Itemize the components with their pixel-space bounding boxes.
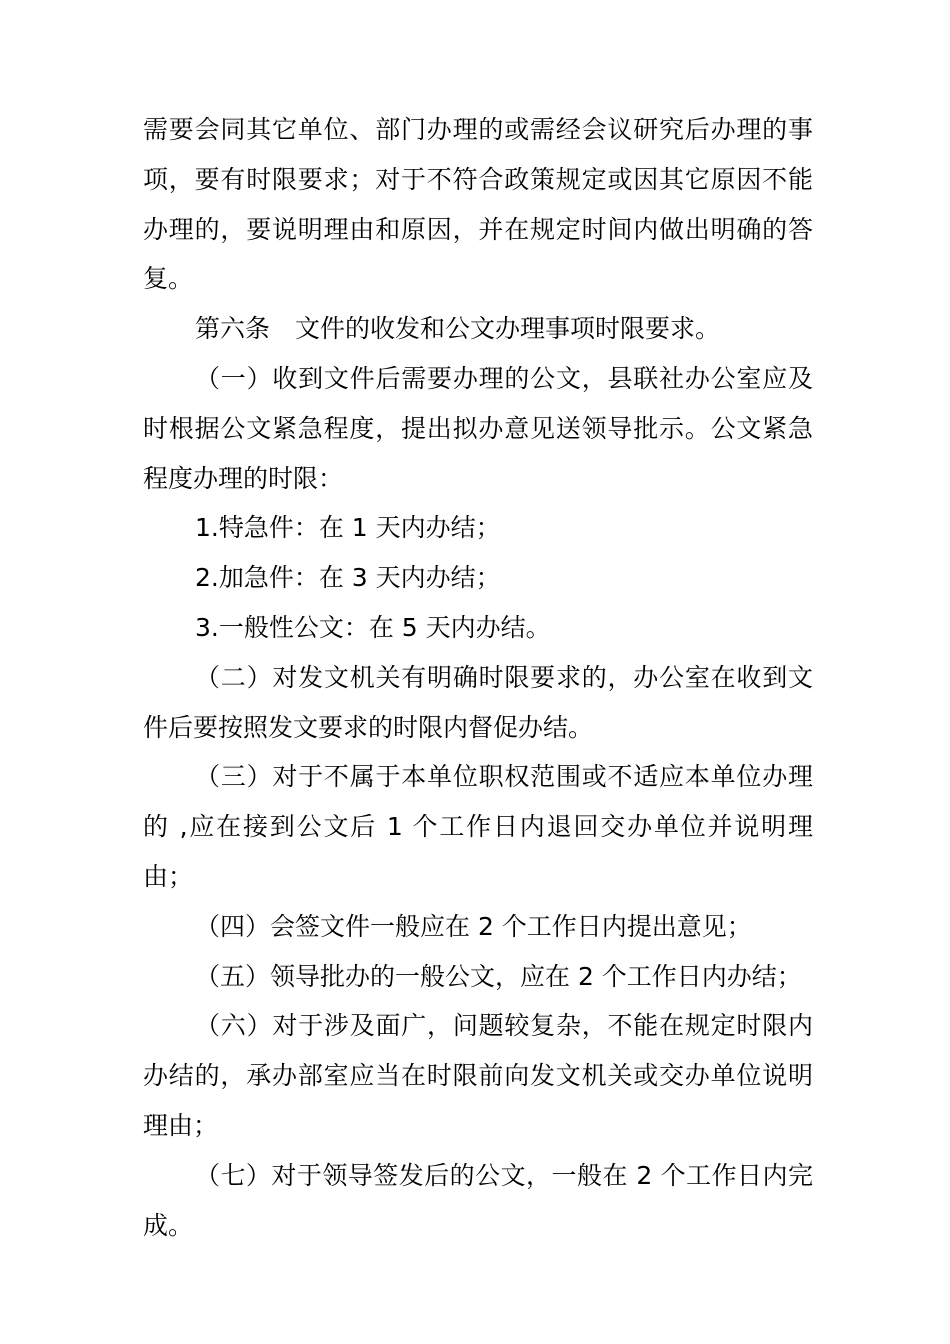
clause-6: （六）对于涉及面广，问题较复杂，不能在规定时限内办结的，承办部室应当在时限前向发文机关或交办单位说明理由； — [143, 1011, 813, 1140]
list-item-expedited: 2.加急件：在 3 天内办结； — [195, 563, 501, 593]
clause-7: （七）对于领导签发后的公文，一般在 2 个工作日内完成。 — [143, 1160, 813, 1240]
list-item-urgent: 1.特急件：在 1 天内办结； — [195, 513, 501, 543]
document-body — [143, 105, 813, 1250]
clause-3: （三）对于不属于本单位职权范围或不适应本单位办理的 ,应在接到公文后 1 个工作日内退回交办单位并说明理由； — [143, 762, 813, 891]
paragraph-0: 需要会同其它单位、部门办理的或需经会议研究后办理的事项，要有时限要求；对于不符合政策规定或因其它原因不能办理的，要说明理由和原因，并在规定时间内做出明确的答复。 — [143, 115, 813, 294]
article-heading-6: 第六条 文件的收发和公文办理事项时限要求。 — [195, 314, 721, 344]
clause-4: （四）会签文件一般应在 2 个工作日内提出意见； — [195, 911, 752, 941]
clause-2: （二）对发文机关有明确时限要求的，办公室在收到文件后要按照发文要求的时限内督促办结。 — [143, 662, 813, 742]
list-item-general: 3.一般性公文：在 5 天内办结。 — [195, 612, 551, 642]
clause-1: （一）收到文件后需要办理的公文，县联社办公室应及时根据公文紧急程度，提出拟办意见送领导批示。公文紧急程度办理的时限： — [143, 363, 813, 493]
clause-5: （五）领导批办的一般公文，应在 2 个工作日内办结； — [195, 961, 802, 991]
